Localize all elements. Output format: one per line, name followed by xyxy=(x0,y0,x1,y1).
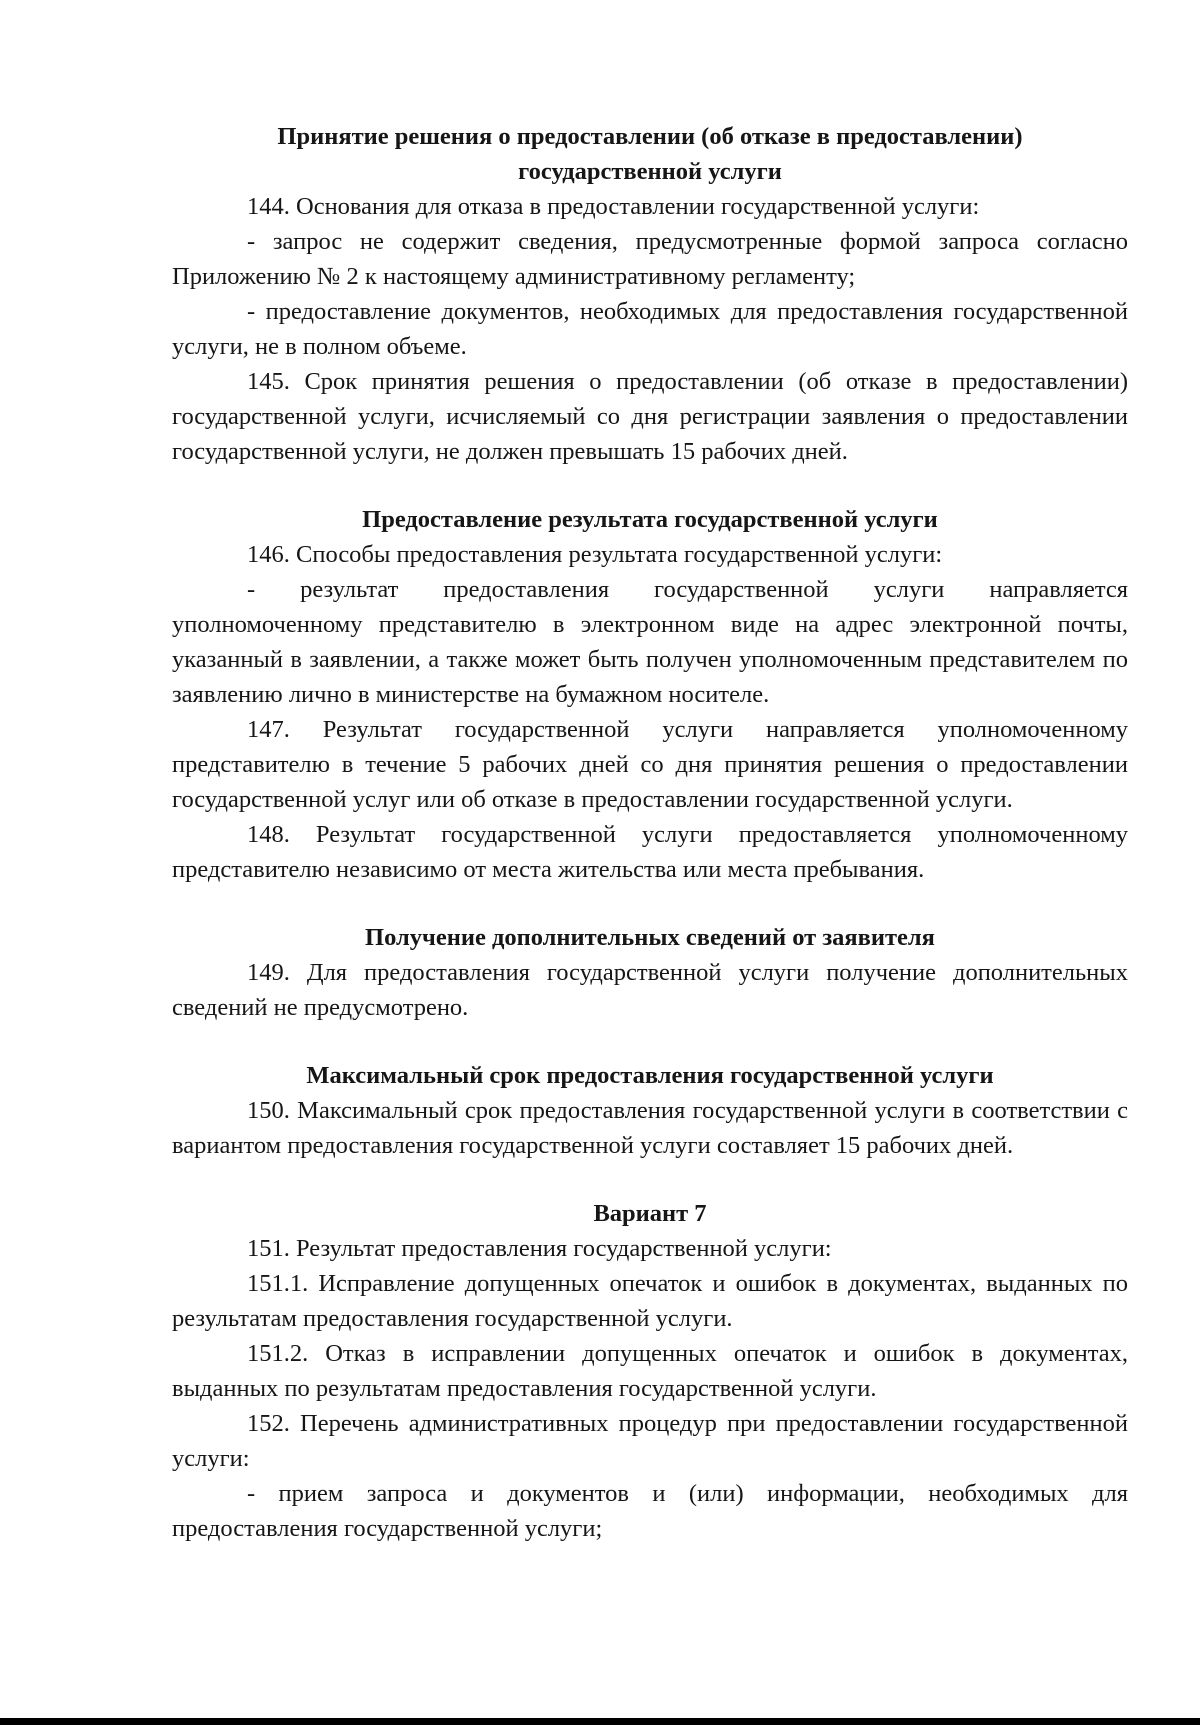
paragraph-145: 145. Срок принятия решения о предоставлении (об отказе в предоставлении) государственной услуги, исчисляемый со дня регистрации заявления о предоставлении государственной услуги, не должен превышать 15 рабочих дней. xyxy=(172,368,1128,465)
paragraph-146: 146. Способы предоставления результата государственной услуги: xyxy=(247,541,943,568)
section-heading-decision xyxy=(172,119,1128,189)
paragraph-151-2: 151.2. Отказ в исправлении допущенных опечаток и ошибок в документах, выданных по результатам предоставления государственной услуги. xyxy=(172,1340,1128,1402)
paragraph-148: 148. Результат государственной услуги предоставляется уполномоченному представителю независимо от места жительства или места пребывания. xyxy=(172,821,1128,883)
paragraph-152: 152. Перечень административных процедур при предоставлении государственной услуги: xyxy=(172,1410,1128,1472)
heading-line: Предоставление результата государственной услуги xyxy=(362,506,938,533)
heading-line: Принятие решения о предоставлении (об отказе в предоставлении) xyxy=(277,123,1023,150)
heading-line: Вариант 7 xyxy=(593,1200,707,1227)
section-heading-result xyxy=(172,502,1128,537)
document-content xyxy=(172,119,1128,1546)
heading-line: Получение дополнительных сведений от заявителя xyxy=(365,924,935,951)
paragraph-152-item-1: - прием запроса и документов и (или) информации, необходимых для предоставления государственной услуги; xyxy=(172,1480,1128,1542)
paragraph-147: 147. Результат государственной услуги направляется уполномоченному представителю в течение 5 рабочих дней со дня принятия решения о предоставлении государственной услуг или об отказе в предоставлении государственной услуги. xyxy=(172,716,1128,813)
heading-line: государственной услуги xyxy=(518,158,782,185)
bottom-border-line xyxy=(0,1718,1200,1725)
paragraph-151: 151. Результат предоставления государственной услуги: xyxy=(247,1235,832,1262)
heading-line: Максимальный срок предоставления государственной услуги xyxy=(306,1062,994,1089)
section-heading-additional-info xyxy=(172,920,1128,955)
paragraph-149: 149. Для предоставления государственной услуги получение дополнительных сведений не предусмотрено. xyxy=(172,959,1128,1021)
section-heading-variant-7 xyxy=(172,1196,1128,1231)
section-heading-max-term xyxy=(172,1058,1128,1093)
paragraph-150: 150. Максимальный срок предоставления государственной услуги в соответствии с вариантом предоставления государственной услуги составляет 15 рабочих дней. xyxy=(172,1097,1128,1159)
paragraph-144: 144. Основания для отказа в предоставлении государственной услуги: xyxy=(247,193,980,220)
paragraph-146-item-1: - результат предоставления государственной услуги направляется уполномоченному представителю в электронном виде на адрес электронной почты, указанный в заявлении, а также может быть получен уполномоченным представителем по заявлению лично в министерстве на бумажном носителе. xyxy=(172,576,1128,708)
paragraph-144-item-2: - предоставление документов, необходимых для предоставления государственной услуги, не в полном объеме. xyxy=(172,298,1128,360)
paragraph-151-1: 151.1. Исправление допущенных опечаток и ошибок в документах, выданных по результатам предоставления государственной услуги. xyxy=(172,1270,1128,1332)
paragraph-144-item-1: - запрос не содержит сведения, предусмотренные формой запроса согласно Приложению № 2 к настоящему административному регламенту; xyxy=(172,228,1128,290)
